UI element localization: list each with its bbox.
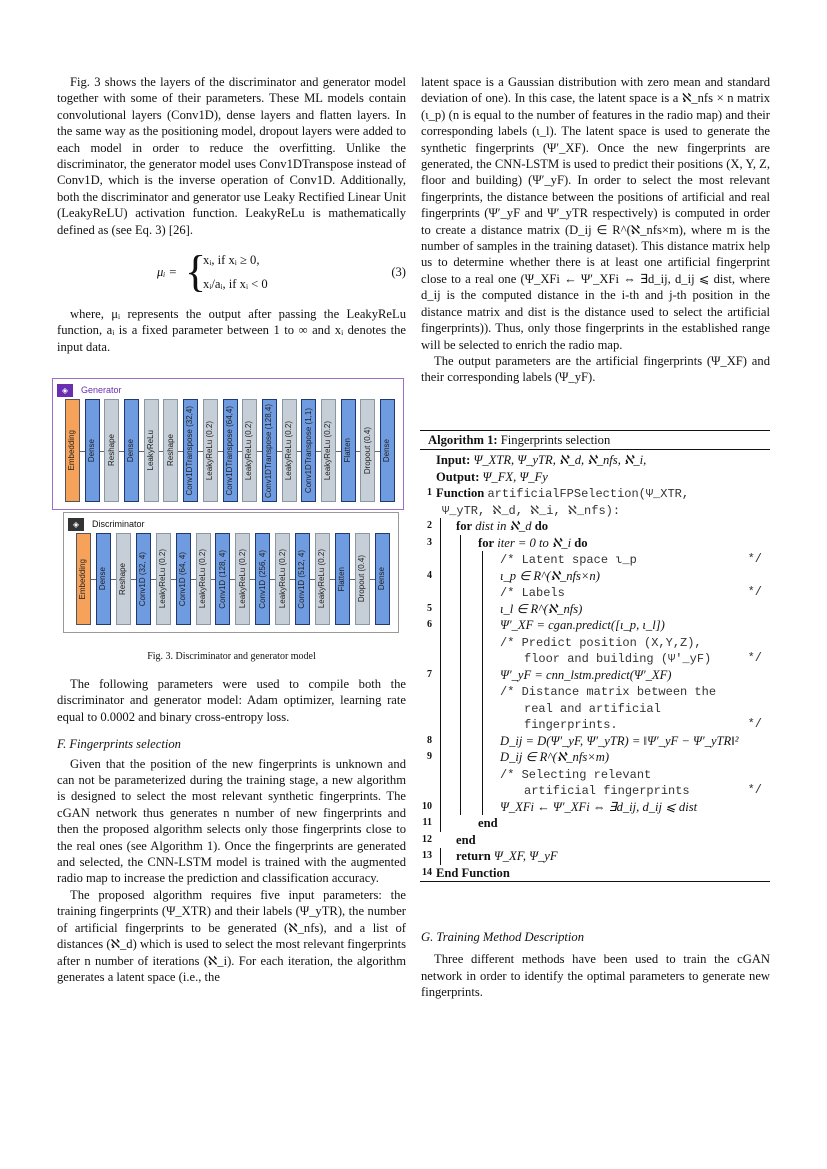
discriminator-layer <box>196 533 211 625</box>
algorithm-text: Ψ_XF, Ψ_yF <box>493 849 558 864</box>
algorithm-line <box>420 634 770 651</box>
layer-label: Conv1D (512, 4) <box>297 549 307 609</box>
algorithm-line <box>420 716 770 733</box>
equation-case-1: xᵢ, if xᵢ ≥ 0, <box>203 253 260 268</box>
generator-layer <box>223 399 238 502</box>
layer-label: Dropout (0.4) <box>357 555 367 603</box>
layer-label: LeakyReLu (0.2) <box>205 420 215 481</box>
algorithm-kw2: do <box>574 535 588 550</box>
layer-label: Dense <box>86 438 96 463</box>
indent-guide <box>440 848 441 865</box>
indent-guide <box>440 815 441 832</box>
algorithm-kw: for <box>456 519 473 534</box>
indent-guide <box>460 782 461 799</box>
line-number: 9 <box>427 751 432 763</box>
algorithm-line <box>420 617 770 634</box>
paragraph-compile-params: The following parameters were used to compile both the discriminator and generator model: Adam optimizer, learning rate equal to 0.0002 and binary cross-entropy loss. <box>57 677 406 724</box>
indent-guide <box>440 601 441 618</box>
layer-label: LeakyReLu (0.2) <box>277 549 287 609</box>
line-number: 6 <box>427 619 432 631</box>
layer-label: LeakyReLu (0.2) <box>244 420 254 481</box>
indent-guide <box>460 650 461 667</box>
figure-caption: Fig. 3. Discriminator and generator model <box>147 651 316 662</box>
generator-layer <box>124 399 139 502</box>
line-number: 14 <box>422 866 432 878</box>
paragraph-output-params: The output parameters are the artificial fingerprints (Ψ_XF) and their corresponding labels (Ψ_yF). <box>421 353 770 385</box>
discriminator-layer <box>235 533 250 625</box>
paragraph-fingerprints-selection: Given that the position of the new fingerprints is unknown and can not be parameterized during the training stage, a new algorithm is designed to select the most relevant synthetic fingerprints. The cGAN network thus generates n number of new fingerprints and then the proposed algorithm selects only those fingerprints close to the real ones (see Algorithm 1). Once the fingerprints are generated and selected, the CNN-LSTM model is trained with the augmented radio map to increase the prediction and classification accuracy. <box>57 756 406 886</box>
generator-layer <box>163 399 178 502</box>
algorithm-code: /* Selecting relevant <box>500 767 652 782</box>
discriminator-layer <box>355 533 370 625</box>
paragraph-equation-explanation: where, μᵢ represents the output after passing the LeakyReLu function, aᵢ is a fixed parameter between 1 to ∞ and xᵢ denotes the input data. <box>57 307 406 354</box>
line-number: 13 <box>422 850 432 862</box>
layer-label: Dense <box>377 567 387 591</box>
indent-guide <box>460 799 461 816</box>
algorithm-line <box>420 815 770 832</box>
indent-guide <box>440 634 441 651</box>
left-column <box>57 74 406 355</box>
left-column-lower <box>57 676 406 985</box>
algorithm-line <box>420 865 770 882</box>
layer-label: Conv1DTranspose (64,4) <box>224 405 234 496</box>
discriminator-layer <box>76 533 91 625</box>
comment-end: */ <box>747 552 762 567</box>
algorithm-label: Algorithm 1: <box>428 433 498 447</box>
algorithm-code: floor and building (Ψ′_yF) <box>524 652 712 667</box>
layer-label: Dropout (0.4) <box>362 426 372 475</box>
algorithm-line <box>420 568 770 585</box>
indent-guide <box>440 667 441 684</box>
discriminator-layer <box>335 533 350 625</box>
algorithm-line <box>420 452 770 469</box>
indent-guide <box>482 667 483 684</box>
algorithm-line <box>420 782 770 799</box>
algorithm-code: /* Latent space ι_p <box>500 553 637 568</box>
indent-guide <box>440 782 441 799</box>
algorithm-code: Ψ_yTR, ℵ_d, ℵ_i, ℵ_nfs): <box>442 503 621 518</box>
indent-guide <box>440 617 441 634</box>
algorithm-kw2: do <box>534 519 548 534</box>
generator-layer <box>183 399 198 502</box>
indent-guide <box>440 700 441 717</box>
algorithm-line <box>420 799 770 816</box>
algorithm-line <box>420 518 770 535</box>
indent-guide <box>440 733 441 750</box>
indent-guide <box>440 650 441 667</box>
generator-layer <box>360 399 375 502</box>
layer-label: LeakyReLu (0.2) <box>317 549 327 609</box>
generator-layer <box>380 399 395 502</box>
indent-guide <box>440 535 441 552</box>
layer-label: Conv1D (128, 4) <box>217 549 227 609</box>
algorithm-code: fingerprints. <box>524 718 618 733</box>
indent-guide <box>482 617 483 634</box>
generator-icon: ◈ <box>57 384 73 397</box>
algorithm-text: dist in ℵ_d <box>475 519 532 534</box>
indent-guide <box>460 749 461 766</box>
indent-guide <box>460 733 461 750</box>
layer-label: LeakyReLu <box>146 430 156 471</box>
paragraph-fig3-description: Fig. 3 shows the layers of the discriminator and generator model together with some of their parameters. These ML models contain convolutional layers (Conv1D), dense layers and flatten layers. In the same way as the positioning model, dropout layers were added to each model in order to reduce the overfitting. Unlike the discriminator, the generator model uses Conv1DTranspose instead of Conv1D, which is the inverse operation of Conv1D. Additionally, both the discriminator and generator use Leaky Rectified Linear Unit (LeakyReLU) activation function. LeakyReLu is mathematically defined as (see Eq. 3) [26]. <box>57 75 406 237</box>
algorithm-kw: Input: <box>436 453 471 468</box>
indent-guide <box>482 568 483 585</box>
algorithm-line <box>420 683 770 700</box>
indent-guide <box>440 683 441 700</box>
discriminator-layer <box>96 533 111 625</box>
algorithm-code: artificial fingerprints <box>524 784 690 799</box>
generator-layer <box>242 399 257 502</box>
equation-brace: { <box>185 247 207 297</box>
algorithm-line <box>420 667 770 684</box>
indent-guide <box>482 650 483 667</box>
algorithm-text: iter = 0 to ℵ_i <box>497 535 572 550</box>
discriminator-diagram <box>63 512 399 633</box>
discriminator-layer <box>215 533 230 625</box>
algorithm-line <box>420 485 770 502</box>
generator-layer <box>104 399 119 502</box>
indent-guide <box>460 617 461 634</box>
algorithm-line <box>420 749 770 766</box>
indent-guide <box>460 551 461 568</box>
equation-lhs: μᵢ = <box>157 265 177 280</box>
algorithm-text: Ψ′_XF = cgan.predict([ι_p, ι_l]) <box>500 618 665 633</box>
line-number: 5 <box>427 602 432 614</box>
algorithm-line <box>420 832 770 849</box>
generator-layer <box>262 399 277 502</box>
algorithm-title <box>420 431 770 450</box>
algorithm-line <box>420 502 770 519</box>
algorithm-code: /* Distance matrix between the <box>500 685 717 700</box>
algorithm-1 <box>420 430 770 882</box>
layer-label: Conv1D (64, 4) <box>177 551 187 607</box>
layer-label: Flatten <box>337 566 347 592</box>
indent-guide <box>460 568 461 585</box>
algorithm-text: Ψ_XTR, Ψ_yTR, ℵ_d, ℵ_nfs, ℵ_i, <box>473 453 647 468</box>
algorithm-text: Ψ_FX, Ψ_Fy <box>482 469 548 484</box>
line-number: 12 <box>422 833 432 845</box>
indent-guide <box>460 766 461 783</box>
right-column <box>421 74 770 386</box>
indent-guide <box>440 766 441 783</box>
layer-label: Reshape <box>106 434 116 467</box>
line-number: 8 <box>427 734 432 746</box>
algorithm-line <box>420 733 770 750</box>
algorithm-kw: return <box>456 849 491 864</box>
layer-label: LeakyReLu (0.2) <box>237 549 247 609</box>
layer-label: Flatten <box>342 438 352 463</box>
generator-layer <box>301 399 316 502</box>
discriminator-layer <box>136 533 151 625</box>
indent-guide <box>482 733 483 750</box>
line-number: 2 <box>427 520 432 532</box>
algorithm-kw: End Function <box>436 865 510 880</box>
comment-end: */ <box>747 717 762 732</box>
indent-guide <box>460 601 461 618</box>
layer-label: Conv1DTranspose (128,4) <box>264 403 274 498</box>
layer-label: Reshape <box>118 562 128 596</box>
layer-label: Conv1DTranspose (1,1) <box>303 407 313 494</box>
indent-guide <box>482 601 483 618</box>
layer-label: Reshape <box>165 434 175 467</box>
indent-guide <box>440 799 441 816</box>
generator-layer <box>144 399 159 502</box>
indent-guide <box>460 667 461 684</box>
layer-label: LeakyReLu (0.2) <box>283 420 293 481</box>
equation-case-2: xᵢ/aᵢ, if xᵢ < 0 <box>203 277 268 292</box>
algorithm-kw: for <box>478 535 495 550</box>
indent-guide <box>440 584 441 601</box>
indent-guide <box>482 584 483 601</box>
generator-layer <box>65 399 80 502</box>
discriminator-title: Discriminator <box>92 519 145 529</box>
line-number: 10 <box>422 800 432 812</box>
algorithm-line <box>420 766 770 783</box>
indent-guide <box>482 766 483 783</box>
indent-guide <box>482 716 483 733</box>
generator-layer <box>203 399 218 502</box>
layer-label: Conv1DTranspose (32,4) <box>185 405 195 496</box>
generator-layers <box>65 399 395 502</box>
algorithm-line <box>420 469 770 486</box>
indent-guide <box>482 749 483 766</box>
comment-end: */ <box>747 651 762 666</box>
generator-diagram <box>52 378 404 510</box>
indent-guide <box>482 634 483 651</box>
generator-title: Generator <box>81 385 122 395</box>
indent-guide <box>482 683 483 700</box>
discriminator-layer <box>275 533 290 625</box>
discriminator-layer <box>295 533 310 625</box>
indent-guide <box>482 700 483 717</box>
layer-label: Dense <box>126 438 136 463</box>
generator-layer <box>85 399 100 502</box>
indent-guide <box>460 535 461 552</box>
comment-end: */ <box>747 585 762 600</box>
right-column-lower <box>421 929 770 1001</box>
generator-layer <box>321 399 336 502</box>
indent-guide <box>460 716 461 733</box>
indent-guide <box>440 716 441 733</box>
line-number: 11 <box>422 817 432 829</box>
discriminator-layer <box>156 533 171 625</box>
algorithm-text: D_ij = D(Ψ′_yF, Ψ′_yTR) = ‖Ψ′_yF − Ψ′_yTR‖² <box>500 733 739 748</box>
algorithm-code: /* Labels <box>500 586 565 601</box>
algorithm-kw: end <box>456 832 476 847</box>
algorithm-text: Ψ′_yF = cnn_lstm.predict(Ψ′_XF) <box>500 667 672 682</box>
algorithm-code: artificialFPSelection(Ψ_XTR, <box>487 487 690 502</box>
equation-number: (3) <box>391 265 406 280</box>
section-heading-f: F. Fingerprints selection <box>57 737 181 752</box>
algorithm-line <box>420 650 770 667</box>
algorithm-text: ι_l ∈ R^(ℵ_nfs) <box>500 601 583 616</box>
discriminator-layers <box>76 533 390 625</box>
algorithm-text: ι_p ∈ R^(ℵ_nfs×n) <box>500 568 600 583</box>
indent-guide <box>440 568 441 585</box>
discriminator-layer <box>176 533 191 625</box>
layer-label: Embedding <box>78 558 88 600</box>
section-heading-g: G. Training Method Description <box>421 930 585 944</box>
layer-label: Embedding <box>67 430 77 471</box>
layer-label: Dense <box>98 567 108 591</box>
algorithm-line <box>420 848 770 865</box>
indent-guide <box>440 749 441 766</box>
discriminator-layer <box>315 533 330 625</box>
algorithm-text: Ψ_XFi ← Ψ′_XFi ⇔ ∃d_ij, d_ij ⩽ dist <box>500 799 698 814</box>
algorithm-body <box>420 450 770 881</box>
layer-label: Conv1D (32, 4) <box>138 551 148 607</box>
indent-guide <box>460 700 461 717</box>
algorithm-name: Fingerprints selection <box>500 433 611 447</box>
generator-layer <box>341 399 356 502</box>
paragraph-latent-space: latent space is a Gaussian distribution with zero mean and standard deviation of one). In this case, the latent space is a ℵ_nfs × n matrix (ι_p) (n is equal to the number of features in the radio map) and their corresponding labels (ι_l). The latent space is used to generate the synthetic fingerprints (Ψ′_XF). Once the new fingerprints are generated, the CNN-LSTM is used to predict their positions (X, Y, Z, floor and building) (Ψ′_yF). In order to select the most relevant fingerprints, the distance between the positions of artificial and real fingerprints (Ψ′_yF and Ψ′_yTR respectively) is computed in order to create a distance matrix (D_ij ∈ R^(ℵ_nfs×m), where m is the number of samples in the training dataset). This distance matrix help us to determine whether there is at least one artificial fingerprint close to a real one (Ψ_XFi ← Ψ′_XFi ⇔ ∃d_ij, d_ij ⩽ dist, where d_ij is the computed distance in the i-th and j-th position in the distance matrix and dist is the distance used to select the artificial fingerprints)). Thus, only those fingerprints in the established range will be selected to enrich the radio map. <box>421 75 770 352</box>
layer-label: LeakyReLu (0.2) <box>323 420 333 481</box>
indent-guide <box>460 683 461 700</box>
algorithm-line <box>420 700 770 717</box>
paragraph-training-methods: Three different methods have been used to train the cGAN network in order to identify the optimal parameters to generate new fingerprints. <box>421 952 770 1000</box>
indent-guide <box>482 799 483 816</box>
generator-layer <box>282 399 297 502</box>
algorithm-line <box>420 601 770 618</box>
comment-end: */ <box>747 783 762 798</box>
paragraph-algorithm-inputs: The proposed algorithm requires five input parameters: the training fingerprints (Ψ_XTR) and their labels (Ψ_yTR), the number of artificial fingerprints to be generated (ℵ_nfs), and a list of distances (ℵ_d) which is used to select the most relevant fingerprints after n number of iterations (ℵ_i). For each iteration, the algorithm generates a latent space (i.e., the <box>57 887 406 984</box>
algorithm-code: real and artificial <box>524 701 661 716</box>
algorithm-code: /* Predict position (X,Y,Z), <box>500 635 702 650</box>
algorithm-text: D_ij ∈ R^(ℵ_nfs×m) <box>500 750 610 765</box>
algorithm-kw: Output: <box>436 469 480 484</box>
layer-label: Dense <box>382 438 392 463</box>
equation-3 <box>57 246 406 300</box>
indent-guide <box>440 518 441 535</box>
indent-guide <box>460 634 461 651</box>
line-number: 7 <box>427 668 432 680</box>
algorithm-kw: end <box>478 816 498 831</box>
indent-guide <box>482 551 483 568</box>
algorithm-kw: Function <box>436 486 485 501</box>
layer-label: Conv1D (256, 4) <box>257 549 267 609</box>
layer-label: LeakyReLu (0.2) <box>157 549 167 609</box>
line-number: 1 <box>427 487 432 499</box>
algorithm-line <box>420 535 770 552</box>
indent-guide <box>482 782 483 799</box>
indent-guide <box>460 584 461 601</box>
algorithm-line <box>420 584 770 601</box>
discriminator-layer <box>116 533 131 625</box>
layer-label: LeakyReLu (0.2) <box>197 549 207 609</box>
algorithm-line <box>420 551 770 568</box>
discriminator-layer <box>375 533 390 625</box>
indent-guide <box>440 551 441 568</box>
discriminator-layer <box>255 533 270 625</box>
discriminator-icon: ◈ <box>68 518 84 531</box>
line-number: 4 <box>427 569 432 581</box>
line-number: 3 <box>427 536 432 548</box>
